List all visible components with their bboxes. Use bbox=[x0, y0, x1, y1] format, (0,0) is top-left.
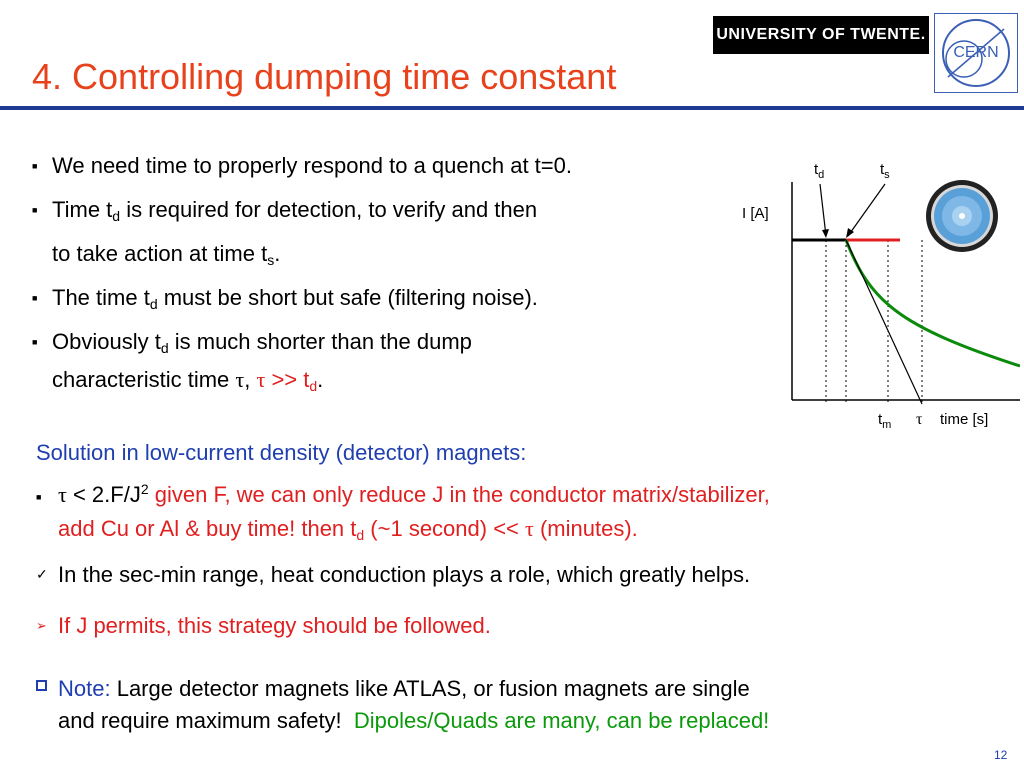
cern-logo bbox=[934, 13, 1018, 93]
strategy-note: If J permits, this strategy should be followed. bbox=[58, 613, 491, 638]
university-twente-logo: UNIVERSITY OF TWENTE. bbox=[713, 16, 929, 54]
tau-label: τ bbox=[916, 411, 923, 428]
bullet-marker: ■ bbox=[36, 492, 42, 502]
bullet-detection-time-cont: to take action at time $t_s$. bbox=[52, 241, 281, 268]
bullet-marker: ■ bbox=[32, 161, 38, 171]
bullet-quench-response: We need time to properly respond to a quench at t=0. bbox=[52, 153, 572, 178]
title-underline bbox=[0, 106, 1024, 110]
bullet-marker: ■ bbox=[32, 205, 38, 215]
checkmark-icon: ✓ bbox=[36, 566, 48, 582]
ts-label: $t_s$ bbox=[880, 161, 890, 181]
arrow-bullet-icon: ➢ bbox=[36, 618, 47, 633]
bullet-marker: ■ bbox=[32, 337, 38, 347]
exponential-decay-curve bbox=[846, 240, 1020, 366]
note-line-1: Note: Large detector magnets like ATLAS, or fusion magnets are single bbox=[58, 676, 750, 701]
td-label: $t_d$ bbox=[814, 161, 825, 181]
heat-conduction-note: In the sec-min range, heat conduction plays a role, which greatly helps. bbox=[58, 562, 751, 587]
tm-label: $t_m$ bbox=[878, 411, 892, 431]
bullet-detection-time: Time $t_d$ is required for detection, to verify and then bbox=[52, 197, 538, 224]
solution-heading: Solution in low-current density (detector) magnets: bbox=[36, 440, 527, 465]
page-title: 4. Controlling dumping time constant bbox=[32, 56, 617, 97]
page-number: 12 bbox=[994, 748, 1008, 762]
bullet-short-safe: The time $t_d$ must be short but safe (filtering noise). bbox=[52, 285, 538, 312]
cable-cross-section-image bbox=[926, 180, 998, 252]
solution-line-2: add Cu or Al & buy time! then $t_d$ (~1 second) << τ (minutes). bbox=[58, 516, 638, 543]
ts-arrow bbox=[848, 184, 885, 236]
bullet-dump-time-cont: characteristic time τ, $\tau >> t_d$. bbox=[52, 367, 324, 394]
x-axis-label: time [s] bbox=[940, 411, 989, 428]
solution-line-1: $\tau < 2.F/J^2$ given F, we can only reduce J in the conductor matrix/stabilizer, bbox=[58, 481, 770, 507]
bullet-marker: ■ bbox=[32, 293, 38, 303]
cern-logo-text: CERN bbox=[953, 44, 999, 61]
note-line-2: and require maximum safety! Dipoles/Quads are many, can be replaced! bbox=[58, 708, 770, 733]
td-arrow bbox=[820, 184, 826, 236]
current-decay-plot bbox=[740, 152, 1020, 434]
square-bullet-icon bbox=[36, 680, 47, 691]
bullet-dump-time: Obviously $t_d$ is much shorter than the dump bbox=[52, 329, 472, 356]
y-axis-label: I [A] bbox=[742, 205, 769, 222]
